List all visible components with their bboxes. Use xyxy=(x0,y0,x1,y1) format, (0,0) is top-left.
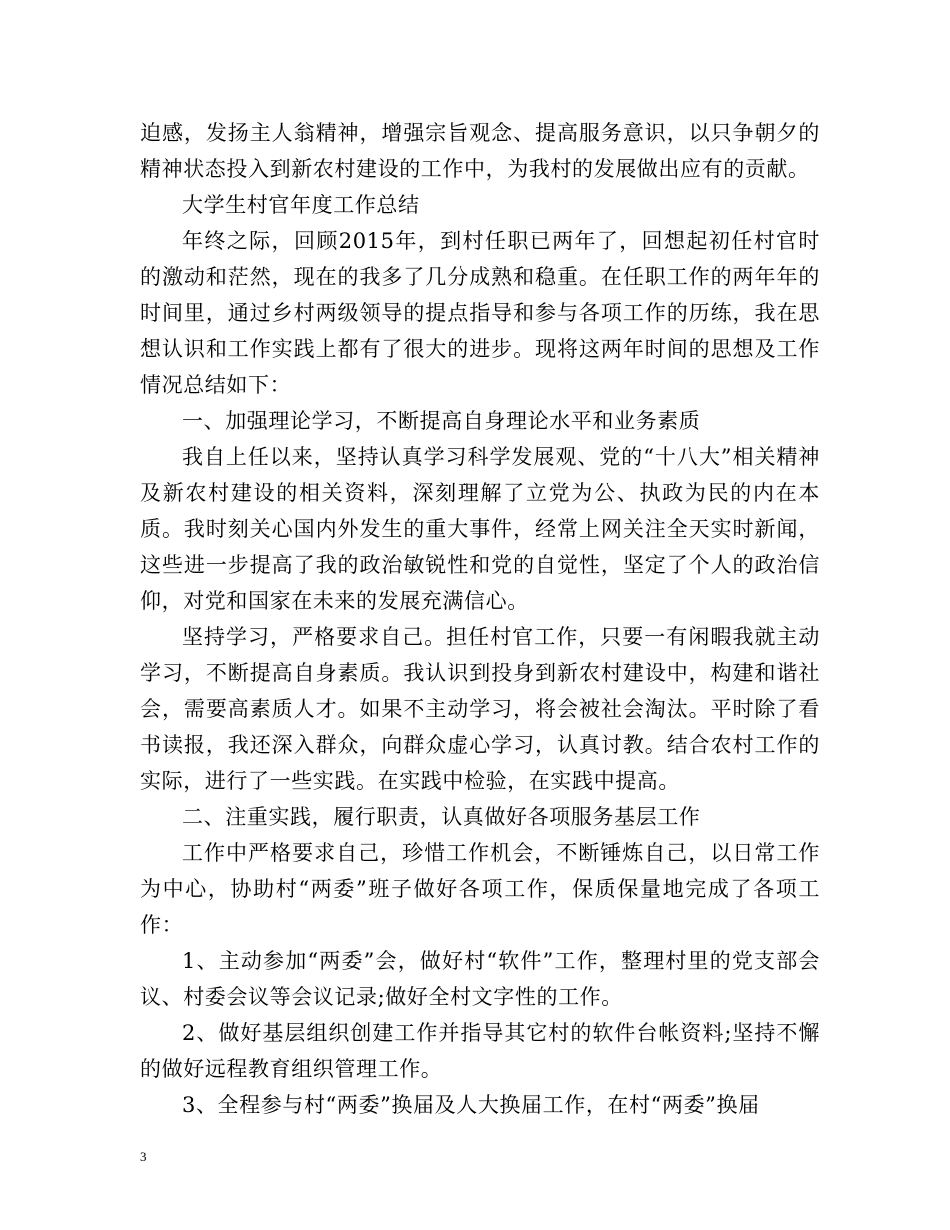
section-heading-theory-study: 一、加强理论学习，不断提高自身理论水平和业务素质 xyxy=(182,409,701,433)
paragraph-self-learning: 坚持学习，严格要求自己。担任村官工作，只要一有闲暇我就主动学习，不断提高自身素质。我认识到投身到新农村建设中，构建和谐社会，需要高素质人才。如果不主动学习，将会被社会淘汰。平时除了看书读报，我还深入群众，向群众虚心学习，认真讨教。结合农村工作的实际，进行了一些实践。在实践中检验，在实践中提高。 xyxy=(140,625,820,793)
list-item-1: 1、主动参加“两委”会，做好村“软件”工作，整理村里的党支部会议、村委会议等会议记录;做好全村文字性的工作。 xyxy=(140,949,820,1009)
paragraph-work-overview: 工作中严格要求自己，珍惜工作机会，不断锤炼自己，以日常工作为中心，协助村“两委”班子做好各项工作，保质保量地完成了各项工作： xyxy=(140,841,820,937)
paragraph-theory-study: 我自上任以来，坚持认真学习科学发展观、党的“十八大”相关精神及新农村建设的相关资料，深刻理解了立党为公、执政为民的内在本质。我时刻关心国内外发生的重大事件，经常上网关注全天实时新闻，这些进一步提高了我的政治敏锐性和党的自觉性，坚定了个人的政治信仰，对党和国家在未来的发展充满信心。 xyxy=(140,445,820,613)
page-number: 3 xyxy=(140,1149,147,1164)
section-heading-practice: 二、注重实践，履行职责，认真做好各项服务基层工作 xyxy=(182,805,701,829)
document-title: 大学生村官年度工作总结 xyxy=(182,193,420,217)
list-item-2: 2、做好基层组织创建工作并指导其它村的软件台帐资料;坚持不懈的做好远程教育组织管理工作。 xyxy=(140,1021,820,1081)
paragraph-intro-continuation: 迫感，发扬主人翁精神，增强宗旨观念、提高服务意识，以只争朝夕的精神状态投入到新农村建设的工作中，为我村的发展做出应有的贡献。 xyxy=(140,121,820,181)
paragraph-summary-intro: 年终之际，回顾2015年，到村任职已两年了，回想起初任村官时的激动和茫然，现在的我多了几分成熟和稳重。在任职工作的两年年的时间里，通过乡村两级领导的提点指导和参与各项工作的历练，我在思想认识和工作实践上都有了很大的进步。现将这两年时间的思想及工作情况总结如下： xyxy=(140,229,820,397)
list-item-3: 3、全程参与村“两委”换届及人大换届工作，在村“两委”换届 xyxy=(182,1093,760,1117)
